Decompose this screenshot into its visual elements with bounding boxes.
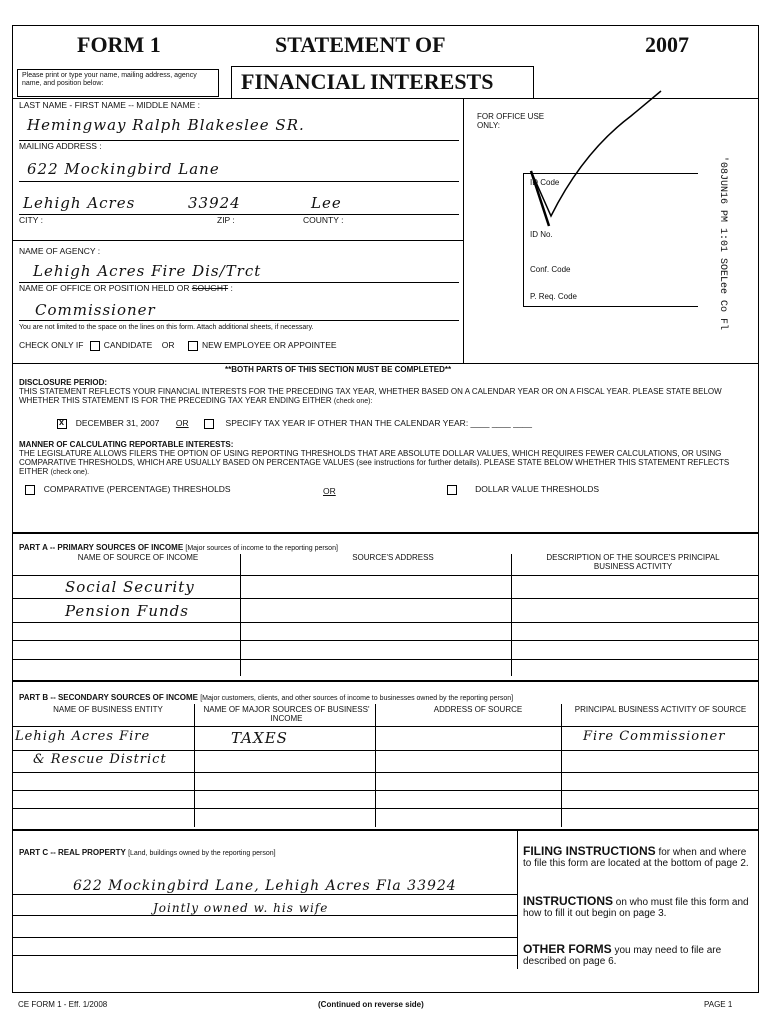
city-label: CITY : bbox=[19, 215, 43, 225]
part-b-title: PART B -- SECONDARY SOURCES OF INCOME [Major customers, clients, and other sources of income to businesses owned by the reporting person] bbox=[19, 693, 514, 702]
agency-value[interactable]: Lehigh Acres Fire Dis/Trct bbox=[33, 262, 262, 280]
name-label: LAST NAME - FIRST NAME -- MIDDLE NAME : bbox=[19, 100, 201, 110]
specify-year-checkbox[interactable] bbox=[204, 419, 214, 429]
check-row: CHECK ONLY IF CANDIDATE OR NEW EMPLOYEE OR APPOINTEE bbox=[19, 340, 337, 350]
zip-value[interactable]: 33924 bbox=[188, 194, 241, 212]
part-b-entity-line1[interactable]: Lehigh Acres Fire bbox=[15, 729, 151, 744]
instruction-text: Please print or type your name, mailing address, agency name, and position below: bbox=[22, 72, 197, 87]
space-note: You are not limited to the space on the lines on this form. Attach additional sheets, if necessary. bbox=[19, 324, 314, 331]
part-a-row2[interactable]: Pension Funds bbox=[65, 602, 189, 620]
dec31-checkbox[interactable] bbox=[57, 419, 67, 429]
footer-center: (Continued on reverse side) bbox=[318, 1000, 424, 1009]
form-1 bbox=[12, 25, 759, 993]
threshold-or: OR bbox=[323, 486, 336, 496]
mailing-value[interactable]: 622 Mockingbird Lane bbox=[27, 160, 220, 178]
id-code-label: ID Code bbox=[530, 178, 560, 187]
period-options: x DECEMBER 31, 2007 OR SPECIFY TAX YEAR IF OTHER THAN THE CALENDAR YEAR: ____ ____ ____ bbox=[53, 418, 532, 429]
position-label: NAME OF OFFICE OR POSITION HELD OR SOUGHT : bbox=[19, 283, 233, 293]
part-c-line2[interactable]: Jointly owned w. his wife bbox=[153, 901, 329, 915]
other-forms-note: OTHER FORMS you may need to file are described on page 6. bbox=[523, 942, 722, 967]
form-number: FORM 1 bbox=[77, 32, 161, 57]
candidate-checkbox[interactable] bbox=[90, 341, 100, 351]
part-a-col3: DESCRIPTION OF THE SOURCE'S PRINCIPAL BUSINESS ACTIVITY bbox=[546, 553, 720, 571]
part-a-col2: SOURCE'S ADDRESS bbox=[352, 553, 434, 562]
part-b-entity-line2[interactable]: & Rescue District bbox=[33, 752, 167, 767]
received-stamp: '08JUN16 PM 1:01 SOELee Co Fl bbox=[717, 156, 728, 331]
instructions-note: INSTRUCTIONS on who must file this form and how to fill it out begin on page 3. bbox=[523, 894, 749, 919]
title-line1: STATEMENT OF bbox=[275, 32, 446, 57]
part-b-col4: PRINCIPAL BUSINESS ACTIVITY OF SOURCE bbox=[574, 705, 747, 714]
footer-right: PAGE 1 bbox=[704, 1000, 733, 1009]
part-b-col3: ADDRESS OF SOURCE bbox=[433, 705, 523, 714]
part-b-source[interactable]: TAXES bbox=[231, 729, 288, 747]
filing-instructions: FILING INSTRUCTIONS for when and where to file this form are located at the bottom of page 2. bbox=[523, 844, 749, 869]
part-b-col1: NAME OF BUSINESS ENTITY bbox=[53, 705, 163, 714]
both-parts-banner: **BOTH PARTS OF THIS SECTION MUST BE COMPLETED** bbox=[225, 365, 452, 374]
part-a-title: PART A -- PRIMARY SOURCES OF INCOME [Major sources of income to the reporting person] bbox=[19, 543, 338, 552]
mailing-label: MAILING ADDRESS : bbox=[19, 141, 102, 151]
city-value[interactable]: Lehigh Acres bbox=[23, 194, 136, 212]
comparative-checkbox[interactable] bbox=[25, 485, 35, 495]
position-value[interactable]: Commissioner bbox=[35, 301, 156, 319]
zip-label: ZIP : bbox=[217, 215, 235, 225]
checkmark-signature bbox=[521, 86, 671, 246]
part-a-row1[interactable]: Social Security bbox=[65, 578, 195, 596]
part-c-title: PART C -- REAL PROPERTY [Land, buildings owned by the reporting person] bbox=[19, 848, 276, 857]
part-b-activity[interactable]: Fire Commissioner bbox=[583, 729, 726, 744]
p-req-code-label: P. Req. Code bbox=[530, 292, 577, 301]
county-value[interactable]: Lee bbox=[311, 194, 342, 212]
conf-code-label: Conf. Code bbox=[530, 265, 571, 274]
instruction-box bbox=[17, 69, 219, 97]
part-c-line1[interactable]: 622 Mockingbird Lane, Lehigh Acres Fla 33924 bbox=[73, 878, 457, 894]
disclosure-period-text: THIS STATEMENT REFLECTS YOUR FINANCIAL INTERESTS FOR THE PRECEDING TAX YEAR, WHETHER BASED ON A CALENDAR YEAR OR ON A FISCAL YEAR. PLEASE STATE BELOW WHETHER THIS STATEMENT IS FOR THE PRECEDING TAX YEAR ENDING EITHER (check one): bbox=[19, 387, 722, 405]
id-no-label: ID No. bbox=[530, 230, 553, 239]
footer-left: CE FORM 1 - Eff. 1/2008 bbox=[18, 1000, 108, 1009]
agency-label: NAME OF AGENCY : bbox=[19, 246, 101, 256]
part-b-col2: NAME OF MAJOR SOURCES OF BUSINESS' INCOME bbox=[203, 705, 370, 723]
manner-title: MANNER OF CALCULATING REPORTABLE INTERESTS: bbox=[19, 440, 234, 449]
dollar-option: DOLLAR VALUE THRESHOLDS bbox=[443, 484, 599, 495]
name-value[interactable]: Hemingway Ralph Blakeslee SR. bbox=[27, 116, 305, 134]
threshold-options: COMPARATIVE (PERCENTAGE) THRESHOLDS bbox=[21, 484, 231, 495]
disclosure-period-title: DISCLOSURE PERIOD: bbox=[19, 378, 108, 387]
part-a-col1: NAME OF SOURCE OF INCOME bbox=[77, 553, 199, 562]
county-label: COUNTY : bbox=[303, 215, 344, 225]
manner-text: THE LEGISLATURE ALLOWS FILERS THE OPTION OF USING REPORTING THRESHOLDS THAT ARE ABSOLUTE DOLLAR VALUES, WHICH REQUIRES FEWER CALCULATIONS, OR USING COMPARATIVE THRESHOLDS, WHICH ARE USUALLY BASED ON PERCENTAGE VALUES (see instructions for further details). PLEASE STATE BELOW WHETHER THIS STATEMENT REFLECTS EITHER (check one). bbox=[19, 449, 730, 476]
new-employee-checkbox[interactable] bbox=[188, 341, 198, 351]
office-use-title: FOR OFFICE USE ONLY: bbox=[477, 112, 545, 130]
title-line2: FINANCIAL INTERESTS bbox=[241, 69, 494, 94]
form-year: 2007 bbox=[645, 32, 689, 57]
dollar-checkbox[interactable] bbox=[447, 485, 457, 495]
